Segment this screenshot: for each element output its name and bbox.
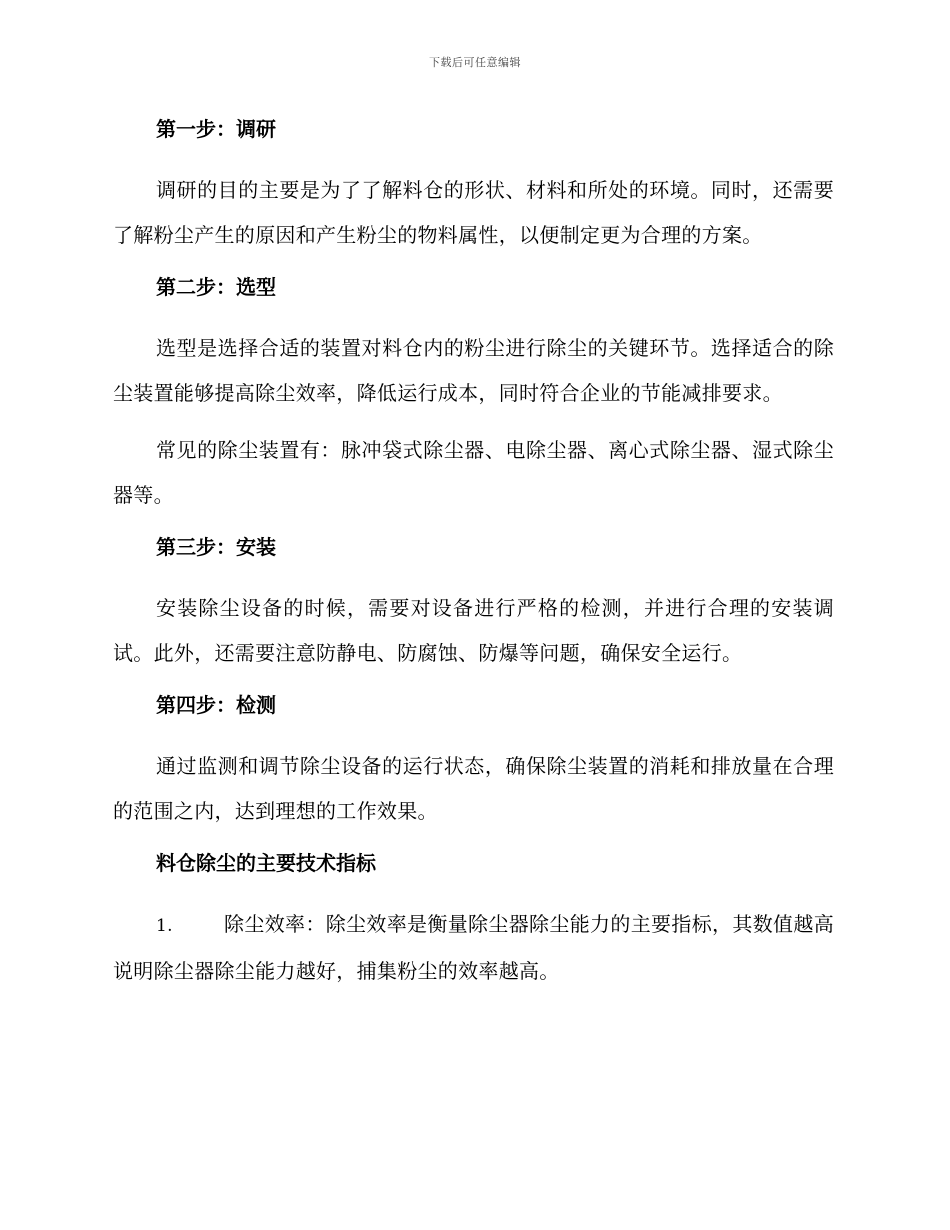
- list-item: [113, 902, 834, 994]
- list-item-number: 1.: [156, 916, 173, 936]
- paragraph-research: 调研的目的主要是为了了解料仓的形状、材料和所处的环境。同时，还需要了解粉尘产生的原因和产生粉尘的物料属性，以便制定更为合理的方案。: [113, 178, 834, 247]
- page-header: 下载后可任意编辑: [429, 56, 521, 69]
- section-heading-indicators: 料仓除尘的主要技术指标: [156, 851, 376, 875]
- paragraph-installation: 安装除尘设备的时候，需要对设备进行严格的检测，并进行合理的安装调试。此外，还需要注意防静电、防腐蚀、防爆等问题，确保安全运行。: [113, 596, 834, 665]
- paragraph-selection: 选型是选择合适的装置对料仓内的粉尘进行除尘的关键环节。选择适合的除尘装置能够提高除尘效率，降低运行成本，同时符合企业的节能减排要求。: [113, 336, 834, 405]
- document-body: [113, 112, 834, 994]
- section-heading-research: 第一步：调研: [156, 117, 276, 141]
- paragraph-testing: 通过监测和调节除尘设备的运行状态，确保除尘装置的消耗和排放量在合理的范围之内，达到理想的工作效果。: [113, 754, 834, 823]
- section-heading-installation: 第三步：安装: [156, 535, 276, 559]
- section-heading-selection: 第二步：选型: [156, 275, 276, 299]
- list-item-text: 除尘效率：除尘效率是衡量除尘器除尘能力的主要指标，其数值越高说明除尘器除尘能力越好，捕集粉尘的效率越高。: [113, 912, 834, 983]
- paragraph-common-devices: 常见的除尘装置有：脉冲袋式除尘器、电除尘器、离心式除尘器、湿式除尘器等。: [113, 438, 834, 507]
- section-heading-testing: 第四步：检测: [156, 693, 276, 717]
